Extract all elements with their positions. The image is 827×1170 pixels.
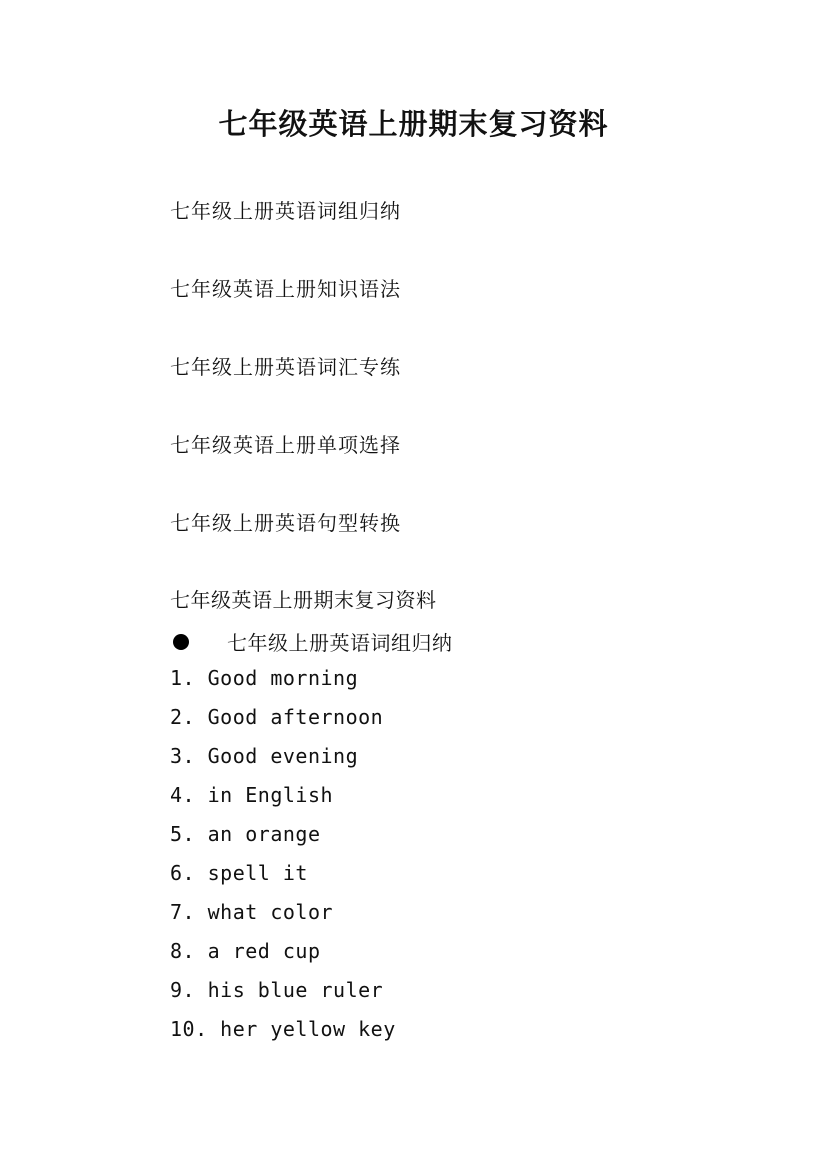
item-number: 3. — [170, 744, 196, 768]
toc-item: 七年级英语上册知识语法 — [170, 277, 401, 301]
item-number: 2. — [170, 705, 196, 729]
item-text: what color — [207, 900, 334, 924]
item-number: 1. — [170, 666, 196, 690]
toc-item: 七年级上册英语句型转换 — [170, 511, 401, 535]
bullet-heading: 七年级上册英语词组归纳 — [227, 631, 453, 655]
item-text: Good morning — [207, 666, 359, 690]
bullet-heading-row — [170, 622, 453, 661]
list-item — [170, 661, 453, 700]
item-text: Good evening — [207, 744, 359, 768]
item-number: 6. — [170, 861, 196, 885]
toc-item: 七年级上册英语词组归纳 — [170, 199, 401, 223]
toc-item: 七年级英语上册单项选择 — [170, 433, 401, 457]
list-item — [170, 895, 453, 934]
item-number: 10. — [170, 1017, 208, 1041]
item-text: an orange — [207, 822, 321, 846]
item-text: his blue ruler — [207, 978, 384, 1002]
toc-item: 七年级上册英语词汇专练 — [170, 355, 401, 379]
item-text: spell it — [207, 861, 308, 885]
item-number: 8. — [170, 939, 196, 963]
list-item — [170, 934, 453, 973]
list-item — [170, 817, 453, 856]
list-item — [170, 739, 453, 778]
item-text: Good afternoon — [207, 705, 384, 729]
table-of-contents — [170, 194, 401, 584]
item-text: in English — [207, 783, 334, 807]
document-title: 七年级英语上册期末复习资料 — [218, 107, 609, 141]
section-heading: 七年级英语上册期末复习资料 — [170, 588, 437, 612]
list-item — [170, 1012, 453, 1051]
list-item — [170, 973, 453, 1012]
list-item — [170, 778, 453, 817]
list-item — [170, 856, 453, 895]
item-text: a red cup — [207, 939, 321, 963]
item-text: her yellow key — [220, 1017, 396, 1041]
item-number: 5. — [170, 822, 196, 846]
item-number: 7. — [170, 900, 196, 924]
list-item — [170, 700, 453, 739]
document-body — [170, 583, 453, 1051]
item-number: 9. — [170, 978, 196, 1002]
bullet-icon — [173, 634, 189, 650]
item-number: 4. — [170, 783, 196, 807]
